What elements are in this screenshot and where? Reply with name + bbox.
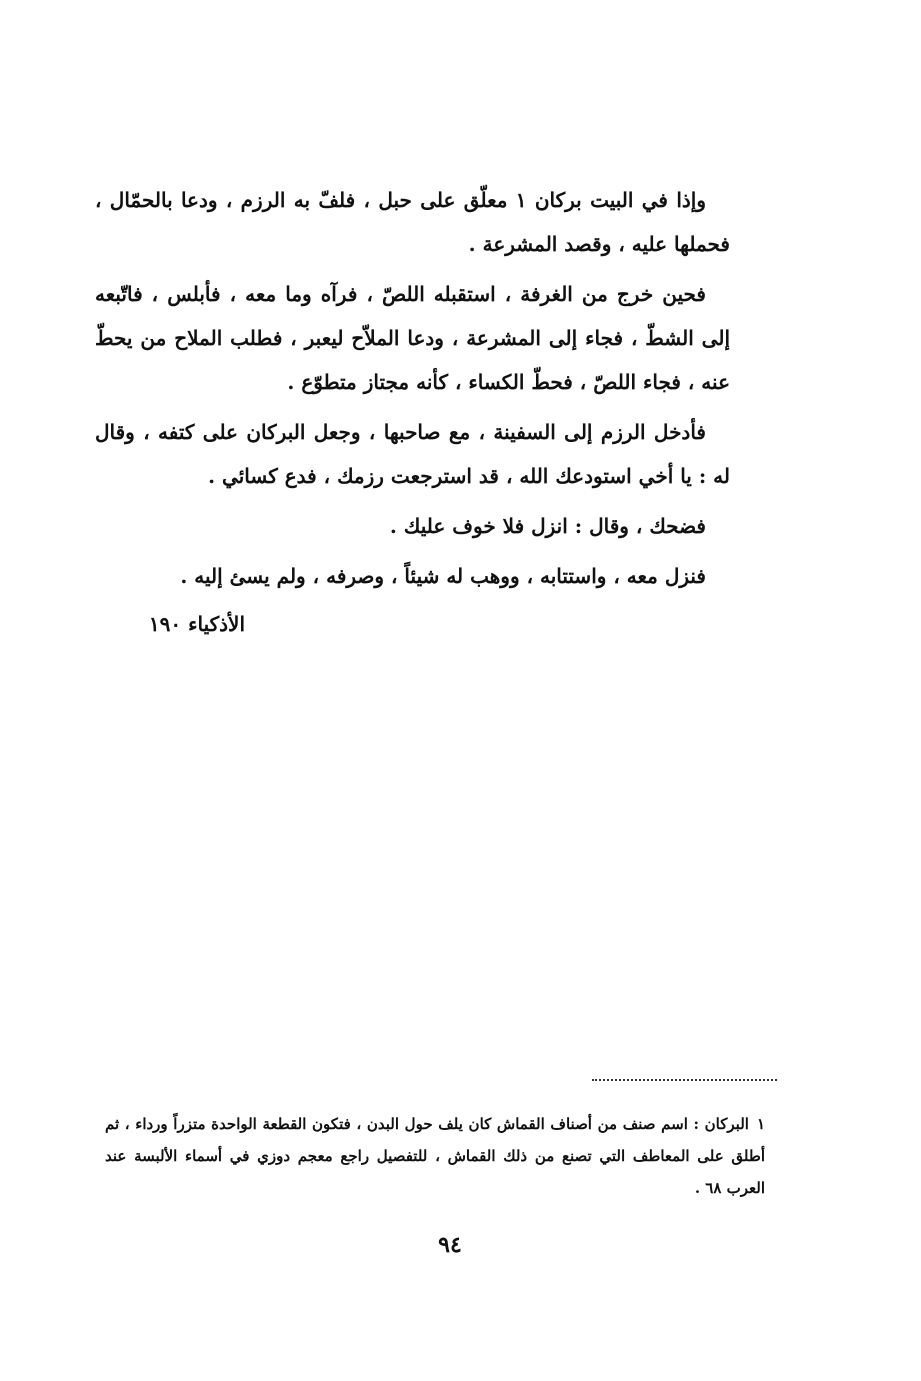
footnote-divider (592, 1079, 777, 1081)
paragraph-5: فنزل معه ، واستتابه ، ووهب له شيئاً ، وصرفه ، ولم يسئ إليه . (180, 564, 706, 588)
footnote-marker: ١ (756, 1115, 765, 1133)
footnote (105, 1108, 765, 1204)
paragraph-1: وإذا في البيت بركان ١ معلّق على حبل ، فلفّ به الرزم ، ودعا بالحمّال ، فحملها عليه ، وقصد المشرعة . (95, 188, 730, 256)
paragraph-2: فحين خرج من الغرفة ، استقبله اللصّ ، فرآه وما معه ، فأبلس ، فاتّبعه إلى الشطّ ، فجاء إلى المشرعة ، ودعا الملاّح ليعبر ، فطلب الملاح من يحطّ عنه ، فجاء اللصّ ، فحطّ الكساء ، كأنه مجتاز متطوّع . (95, 282, 730, 394)
source-citation: الأذكياء ١٩٠ (148, 612, 245, 636)
page-number: ٩٤ (438, 1232, 462, 1258)
paragraph-3: فأدخل الرزم إلى السفينة ، مع صاحبها ، وجعل البركان على كتفه ، وقال له : يا أخي استودعك الله ، قد استرجعت رزمك ، فدع كسائي . (95, 420, 730, 488)
main-text (95, 178, 730, 598)
paragraph-4: فضحك ، وقال : انزل فلا خوف عليك . (389, 514, 706, 538)
footnote-text: البركان : اسم صنف من أصناف القماش كان يلف حول البدن ، فتكون القطعة الواحدة متزراً ورداء ، ثم أطلق على المعاطف التي تصنع من ذلك القماش ، للتفصيل راجع معجم دوزي في أسماء الألبسة عند العرب ٦٨ . (105, 1115, 765, 1197)
